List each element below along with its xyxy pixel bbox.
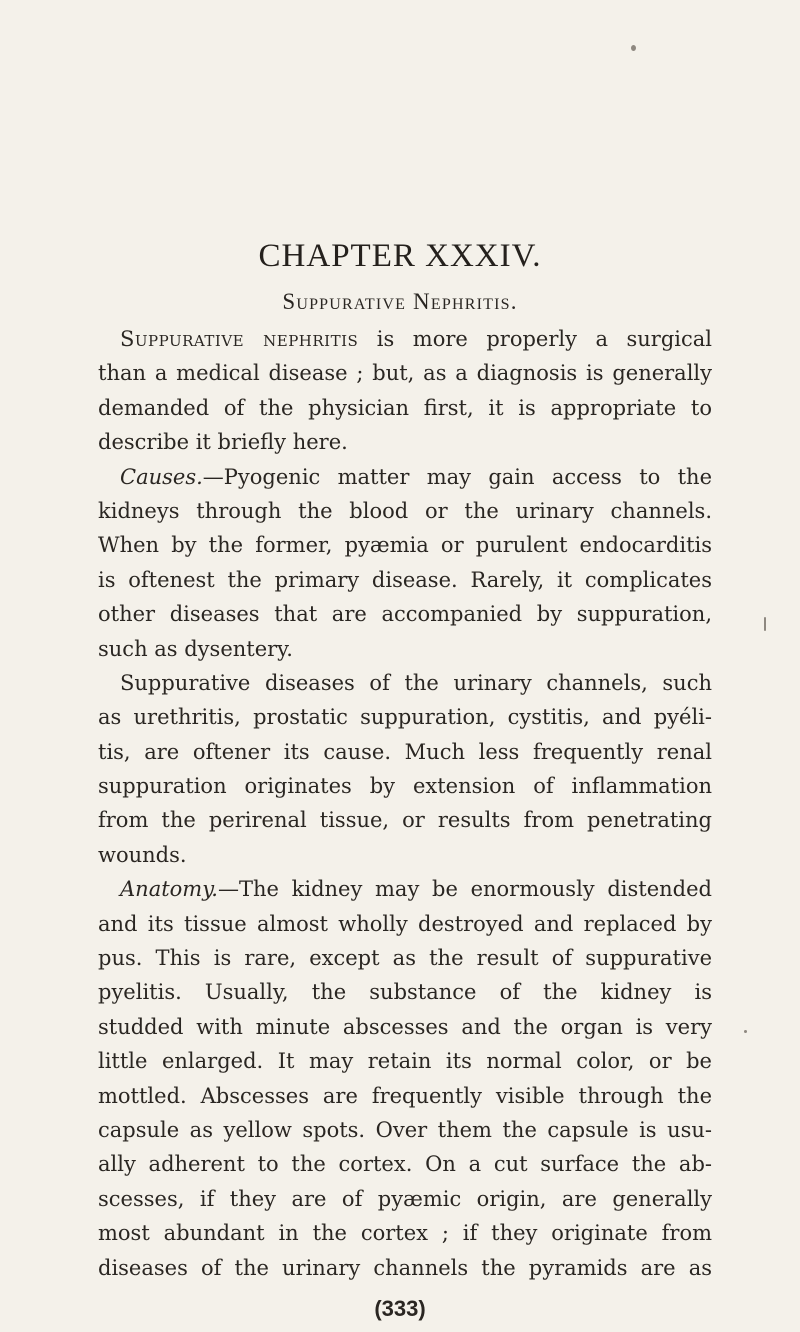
text-line: studded with minute abscesses and the organ is very [98,1014,712,1039]
section-title: Suppurative Nephritis. [282,289,518,314]
text-line: as urethritis, prostatic suppuration, cystitis, and pyéli- [98,705,712,730]
text-line: scesses, if they are of pyæmic origin, are generally [98,1186,712,1211]
subheading-causes: Causes. [120,464,203,489]
text-line: Anatomy.—The kidney may be enormously distended [120,877,712,902]
text-line: such as dysentery. [98,636,293,661]
text-line: Causes.—Pyogenic matter may gain access to the [120,464,712,489]
text-line: and its tissue almost wholly destroyed and replaced by [98,911,712,936]
text-line: most abundant in the cortex ; if they originate from [98,1221,712,1246]
text-line: diseases of the urinary channels the pyramids are as [98,1255,712,1280]
paper-speck [631,45,636,51]
text-line: demanded of the physician first, it is appropriate to [98,395,712,420]
text-line: from the perirenal tissue, or results from penetrating [98,808,712,833]
subheading-anatomy: Anatomy. [120,877,218,902]
text-line: wounds. [98,842,187,867]
text-line: pus. This is rare, except as the result of suppurative [98,946,712,971]
chapter-title: CHAPTER XXXIV. [258,238,542,274]
text-line: is oftenest the primary disease. Rarely, it complicates [98,567,712,592]
text-line: than a medical disease ; but, as a diagnosis is generally [98,361,712,386]
text-line: Suppurative diseases of the urinary channels, such [120,670,712,695]
text-line: kidneys through the blood or the urinary channels. [98,498,712,523]
text-line: pyelitis. Usually, the substance of the kidney is [98,980,712,1005]
run-in-heading: Suppurative nephritis [120,327,359,351]
text-line: When by the former, pyæmia or purulent endocarditis [98,533,712,558]
text-line: suppuration originates by extension of inflammation [98,774,712,799]
body-text [98,322,712,1285]
page-number: (333) [374,1296,426,1321]
text-line: other diseases that are accompanied by suppuration, [98,602,712,627]
text-line: Suppurative nephritis is more properly a surgical [120,327,712,351]
text-line: mottled. Abscesses are frequently visible through the [98,1083,712,1108]
text-line: tis, are oftener its cause. Much less frequently renal [98,739,712,764]
text-line: describe it briefly here. [98,430,348,455]
paper-speck [744,1030,747,1033]
paper-speck [764,617,766,631]
text-line: capsule as yellow spots. Over them the capsule is usu- [98,1117,712,1142]
text-line: little enlarged. It may retain its normal color, or be [98,1049,712,1074]
text-line: ally adherent to the cortex. On a cut surface the ab- [98,1152,712,1177]
